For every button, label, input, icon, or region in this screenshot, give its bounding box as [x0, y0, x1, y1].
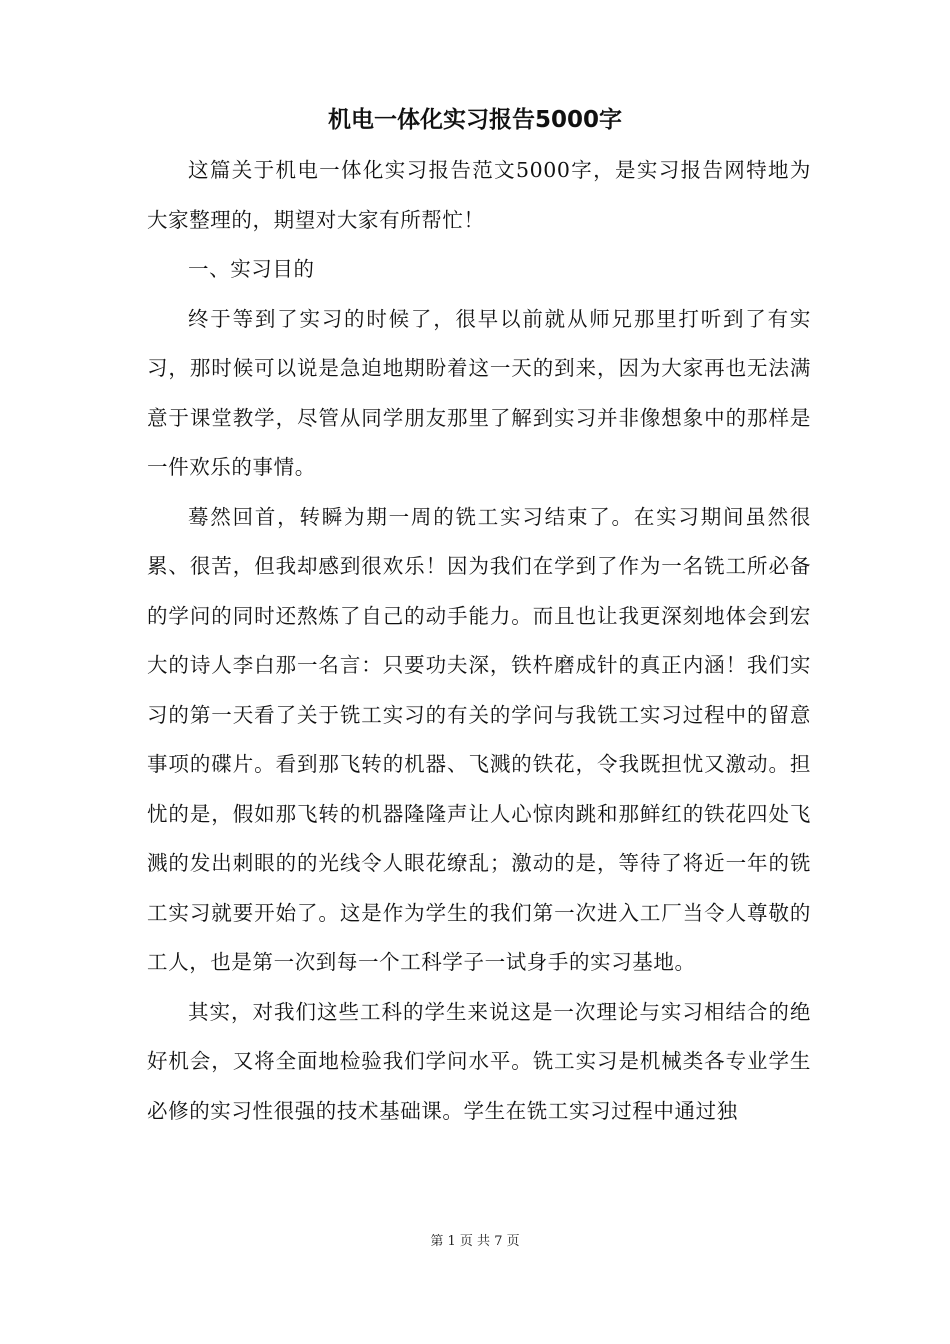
section-heading: 一、实习目的: [188, 257, 315, 281]
body-paragraph: 其实，对我们这些工科的学生来说这是一次理论与实习相结合的绝好机会，又将全面地检验我们学问水平。铣工实习是机械类各专业学生必修的实习性很强的技术基础课。学生在铣工实习过程中通过独: [147, 999, 811, 1123]
document-body: [147, 146, 811, 1136]
intro-paragraph: 这篇关于机电一体化实习报告范文5000字，是实习报告网特地为大家整理的，期望对大家有所帮忙！: [147, 158, 811, 232]
document-title: 机电一体化实习报告5000字: [327, 107, 622, 133]
page-footer: 第 1 页 共 7 页: [430, 1234, 520, 1249]
body-paragraph: 终于等到了实习的时候了，很早以前就从师兄那里打听到了有实习，那时候可以说是急迫地期盼着这一天的到来，因为大家再也无法满意于课堂教学，尽管从同学朋友那里了解到实习并非像想象中的那样是一件欢乐的事情。: [147, 306, 811, 479]
body-paragraph: 蓦然回首，转瞬为期一周的铣工实习结束了。在实习期间虽然很累、很苦，但我却感到很欢乐！因为我们在学到了作为一名铣工所必备的学问的同时还熬炼了自己的动手能力。而且也让我更深刻地体会到宏大的诗人李白那一名言：只要功夫深，铁杵磨成针的真正内涵！我们实习的第一天看了关于铣工实习的有关的学问与我铣工实习过程中的留意事项的碟片。看到那飞转的机器、飞溅的铁花，令我既担忧又激动。担忧的是，假如那飞转的机器隆隆声让人心惊肉跳和那鲜红的铁花四处飞溅的发出刺眼的的光线令人眼花缭乱；激动的是，等待了将近一年的铣工实习就要开始了。这是作为学生的我们第一次进入工厂当令人尊敬的工人，也是第一次到每一个工科学子一试身手的实习基地。: [147, 504, 811, 974]
